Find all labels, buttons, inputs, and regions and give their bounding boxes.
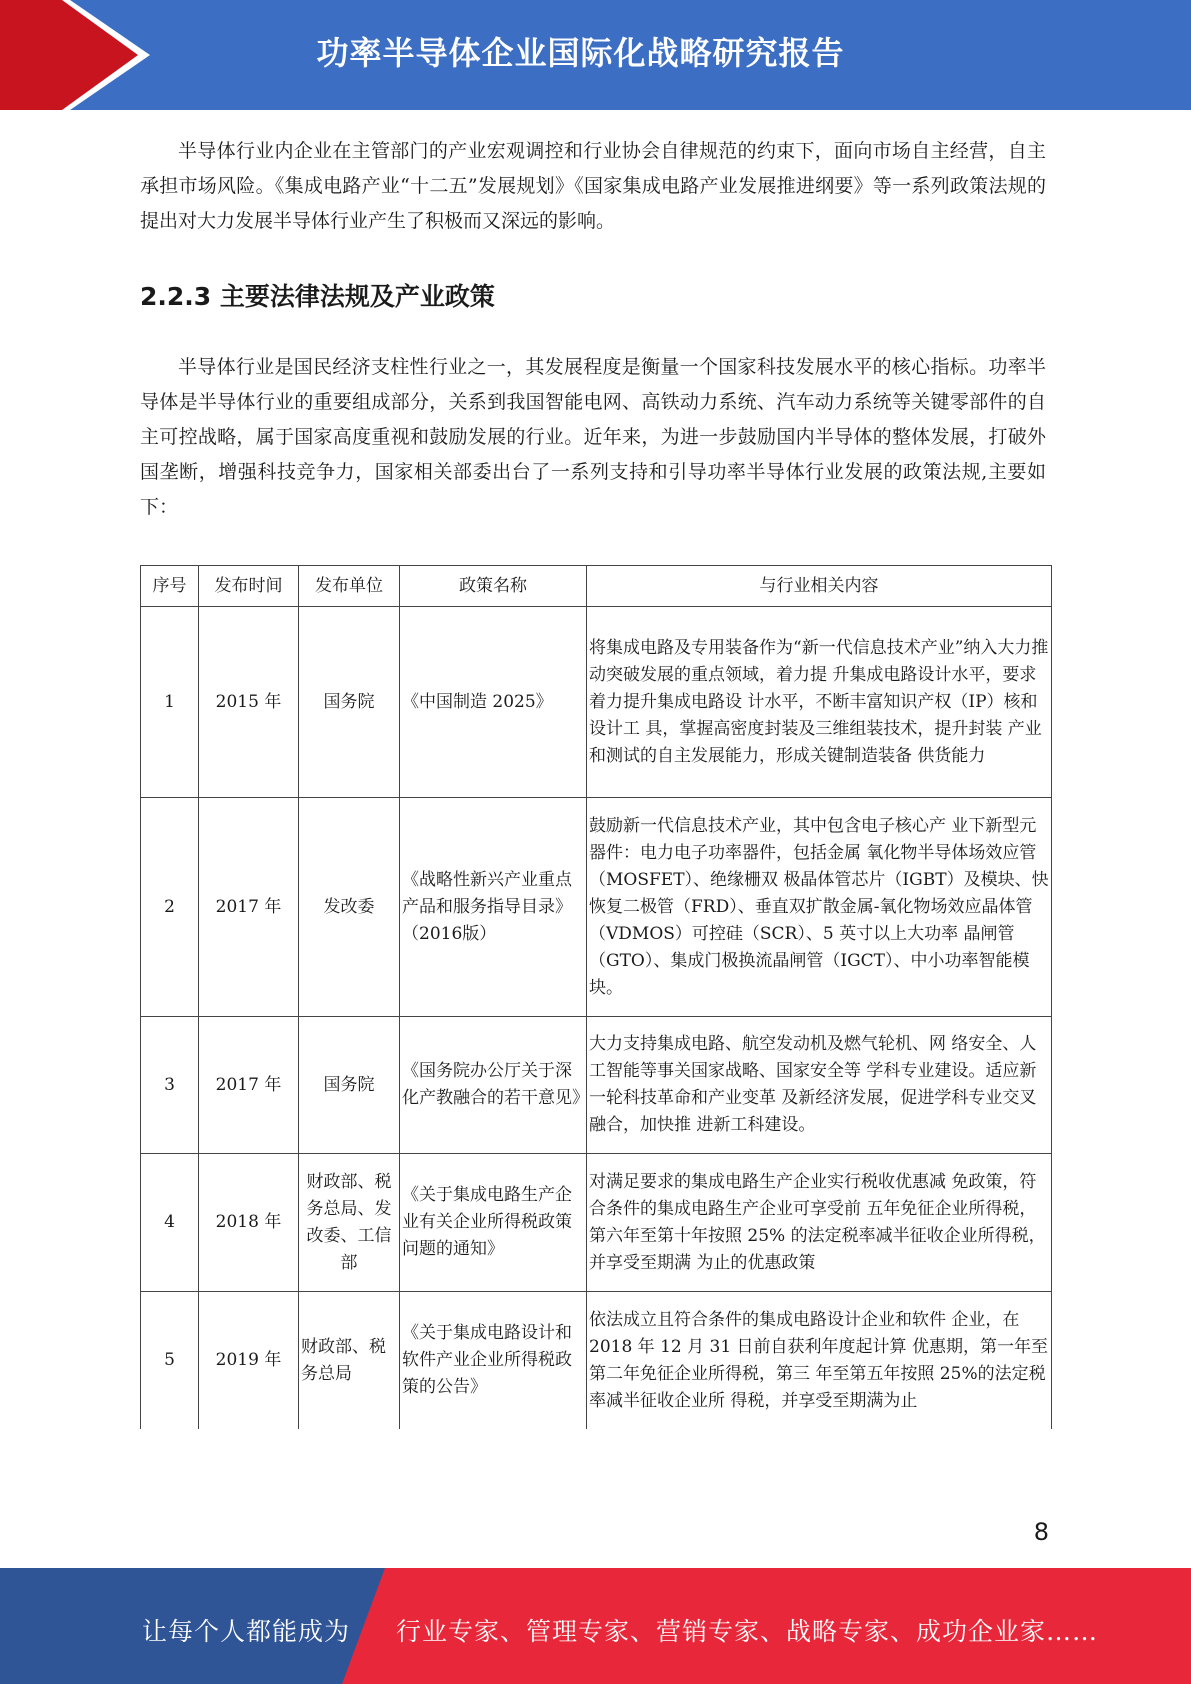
cell-content: 依法成立且符合条件的集成电路设计企业和软件 企业，在 2018 年 12 月 31 日前自获利年度起计算 优惠期，第一年至第二年免征企业所得税，第三 年至第五年按照 25%的法定税率减半征收企业所 得税，并享受至期满为止 — [587, 1292, 1052, 1430]
page-header-band — [0, 0, 1191, 110]
table-row — [141, 607, 1052, 798]
page-footer-band — [0, 1568, 1191, 1684]
cell-policy-name: 《关于集成电路生产企业有关企业所得税政策问题的通知》 — [400, 1154, 587, 1292]
cell-unit: 国务院 — [299, 1017, 400, 1154]
header-no: 序号 — [141, 566, 199, 607]
section-paragraph: 半导体行业是国民经济支柱性行业之一，其发展程度是衡量一个国家科技发展水平的核心指标。功率半导体是半导体行业的重要组成部分，关系到我国智能电网、高铁动力系统、汽车动力系统等关键零部件的自主可控战略，属于国家高度重视和鼓励发展的行业。近年来，为进一步鼓励国内半导体的整体发展，打破外国垄断，增强科技竞争力，国家相关部委出台了一系列支持和引导功率半导体行业发展的政策法规,主要如下： — [140, 356, 1046, 518]
table-header-row — [141, 566, 1052, 607]
table-row — [141, 1017, 1052, 1154]
header-policy-name: 政策名称 — [400, 566, 587, 607]
cell-time: 2019 年 — [199, 1292, 299, 1430]
cell-no: 5 — [141, 1292, 199, 1430]
cell-policy-name: 《中国制造 2025》 — [400, 607, 587, 798]
cell-no: 4 — [141, 1154, 199, 1292]
report-title: 功率半导体企业国际化战略研究报告 — [316, 34, 845, 72]
cell-policy-name: 《关于集成电路设计和软件产业企业所得税政策的公告》 — [400, 1292, 587, 1430]
header-time: 发布时间 — [199, 566, 299, 607]
page-number: 8 — [1033, 1518, 1049, 1546]
policy-table — [140, 565, 1052, 1429]
cell-content: 大力支持集成电路、航空发动机及燃气轮机、网 络安全、人工智能等事关国家战略、国家安全等 学科专业建设。适应新一轮科技革命和产业变革 及新经济发展，促进学科专业交叉融合，加快推 进新工科建设。 — [587, 1017, 1052, 1154]
cell-time: 2017 年 — [199, 1017, 299, 1154]
cell-time: 2018 年 — [199, 1154, 299, 1292]
cell-no: 1 — [141, 607, 199, 798]
header-content: 与行业相关内容 — [587, 566, 1052, 607]
intro-paragraph: 半导体行业内企业在主管部门的产业宏观调控和行业协会自律规范的约束下，面向市场自主经营，自主承担市场风险。《集成电路产业“十二五”发展规划》《国家集成电路产业发展推进纲要》等一系列政策法规的提出对大力发展半导体行业产生了积极而又深远的影响。 — [140, 140, 1046, 232]
cell-content: 对满足要求的集成电路生产企业实行税收优惠减 免政策，符合条件的集成电路生产企业可享受前 五年免征企业所得税，第六年至第十年按照 25% 的法定税率减半征收企业所得税，并享受至期满 为止的优惠政策 — [587, 1154, 1052, 1292]
header-unit: 发布单位 — [299, 566, 400, 607]
cell-content: 将集成电路及专用装备作为“新一代信息技术产业”纳入大力推动突破发展的重点领域，着力提 升集成电路设计水平，要求着力提升集成电路设 计水平，不断丰富知识产权（IP）核和设计工 具，掌握高密度封装及三维组装技术，提升封装 产业和测试的自主发展能力，形成关键制造装备 供货能力 — [587, 607, 1052, 798]
cell-time: 2017 年 — [199, 798, 299, 1017]
footer-slogan-right: 行业专家、管理专家、营销专家、战略专家、成功企业家…… — [396, 1617, 1099, 1646]
table-row — [141, 798, 1052, 1017]
table-row — [141, 1154, 1052, 1292]
cell-unit: 财政部、税务总局 — [299, 1292, 400, 1430]
cell-no: 2 — [141, 798, 199, 1017]
cell-time: 2015 年 — [199, 607, 299, 798]
cell-unit: 财政部、税务总局、发改委、工信部 — [299, 1154, 400, 1292]
cell-no: 3 — [141, 1017, 199, 1154]
cell-policy-name: 《战略性新兴产业重点产品和服务指导目录》（2016版） — [400, 798, 587, 1017]
table-row — [141, 1292, 1052, 1430]
cell-unit: 国务院 — [299, 607, 400, 798]
cell-content: 鼓励新一代信息技术产业，其中包含电子核心产 业下新型元器件：电力电子功率器件，包括金属 氧化物半导体场效应管（MOSFET）、绝缘栅双 极晶体管芯片（IGBT）及模块、快恢复二极管（FRD）、垂直双扩散金属-氧化物场效应晶体管（VDMOS）可控硅（SCR）、5 英寸以上大功率 晶闸管（GTO）、集成门极换流晶闸管（IGCT）、中小功率智能模块。 — [587, 798, 1052, 1017]
footer-slogan-left: 让每个人都能成为 — [142, 1617, 351, 1646]
header-arrow-decoration — [0, 0, 160, 110]
section-heading: 2.2.3 主要法律法规及产业政策 — [140, 282, 495, 311]
cell-unit: 发改委 — [299, 798, 400, 1017]
cell-policy-name: 《国务院办公厅关于深化产教融合的若干意见》 — [400, 1017, 587, 1154]
